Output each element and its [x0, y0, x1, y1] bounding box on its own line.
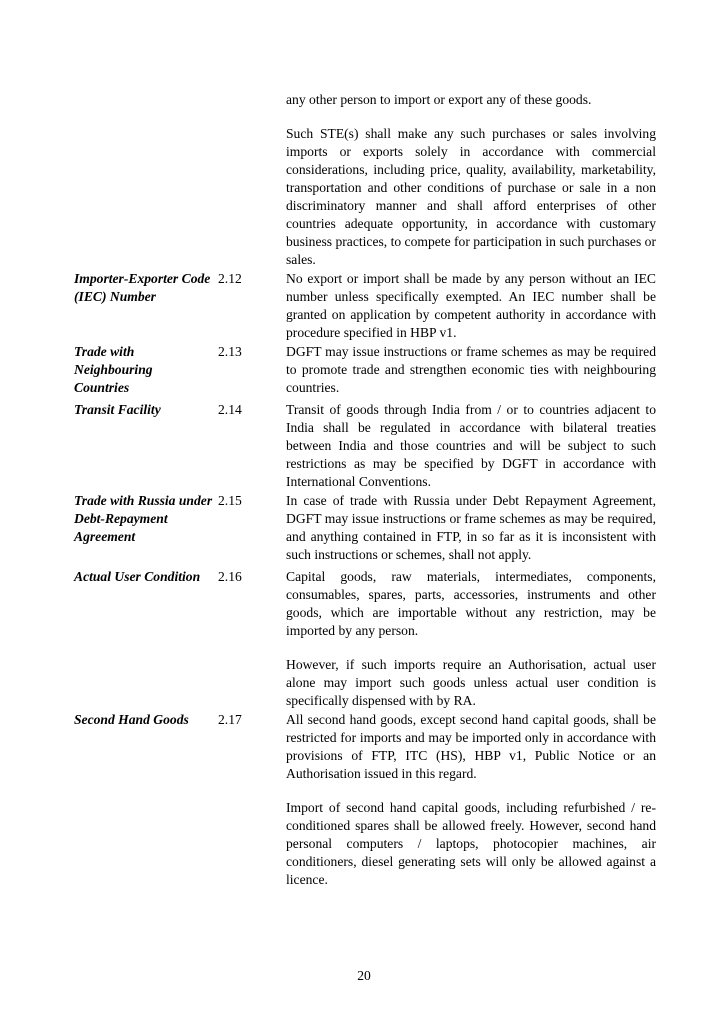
- section-number: 2.17: [218, 712, 242, 727]
- paragraph: Import of second hand capital goods, including refurbished / re-conditioned spares shall be allowed freely. However, second hand personal computers / laptops, photocopier machines, air conditioners, diesel generating sets will only be allowed against a licence.: [286, 800, 656, 887]
- section-heading: Trade with Russia under Debt-Repayment Agreement: [74, 493, 213, 544]
- paragraph: No export or import shall be made by any person without an IEC number unless specifically exempted. An IEC number shall be granted on application by competent authority in accordance with procedure specified in HBP v1.: [286, 271, 656, 340]
- page-number: 20: [357, 968, 371, 983]
- paragraph: DGFT may issue instructions or frame schemes as may be required to promote trade and strengthen economic ties with neighbouring countries.: [286, 344, 656, 395]
- paragraph: any other person to import or export any of these goods.: [286, 92, 592, 107]
- paragraph: Transit of goods through India from / or to countries adjacent to India shall be regulated in accordance with bilateral treaties between India and those countries and will be subject to such restrictions as may be specified by DGFT in accordance with International Conventions.: [286, 402, 656, 489]
- section-body: [286, 401, 656, 491]
- section-number: 2.13: [218, 344, 242, 359]
- paragraph: In case of trade with Russia under Debt Repayment Agreement, DGFT may issue instructions or frame schemes as may be required, and anything contained in FTP, in so far as it is inconsistent with such instructions or schemes, shall not apply.: [286, 493, 656, 562]
- paragraph: However, if such imports require an Authorisation, actual user alone may import such goods unless actual user condition is specifically dispensed with by RA.: [286, 657, 656, 708]
- section-heading: Actual User Condition: [74, 569, 201, 584]
- paragraph: Capital goods, raw materials, intermediates, components, consumables, spares, parts, accessories, instruments and other goods, which are importable without any restriction, may be imported by any person.: [286, 569, 656, 638]
- section-heading: Trade with Neighbouring Countries: [74, 344, 153, 395]
- section-heading: Transit Facility: [74, 402, 161, 417]
- section-body: [286, 343, 656, 397]
- section-heading: Importer-Exporter Code (IEC) Number: [74, 271, 211, 304]
- section-number: 2.12: [218, 271, 242, 286]
- paragraph: Such STE(s) shall make any such purchases or sales involving imports or exports solely in accordance with commercial considerations, including price, quality, availability, marketability, transportation and other conditions of purchase or sale in a non discriminatory manner and shall afford enterprises of other countries adequate opportunity, in accordance with customary business practices, to compete for participation in such purchases or sales.: [286, 126, 656, 267]
- section-body: [286, 492, 656, 564]
- section-body: [286, 568, 656, 710]
- section-number: 2.15: [218, 493, 242, 508]
- section-number: 2.16: [218, 569, 242, 584]
- section-body: [286, 270, 656, 342]
- paragraph: All second hand goods, except second hand capital goods, shall be restricted for imports and may be imported only in accordance with provisions of FTP, ITC (HS), HBP v1, Public Notice or an Authorisation issued in this regard.: [286, 712, 656, 781]
- section-heading: Second Hand Goods: [74, 712, 189, 727]
- continuation-body: [286, 91, 656, 269]
- section-number: 2.14: [218, 402, 242, 417]
- section-body: [286, 711, 656, 889]
